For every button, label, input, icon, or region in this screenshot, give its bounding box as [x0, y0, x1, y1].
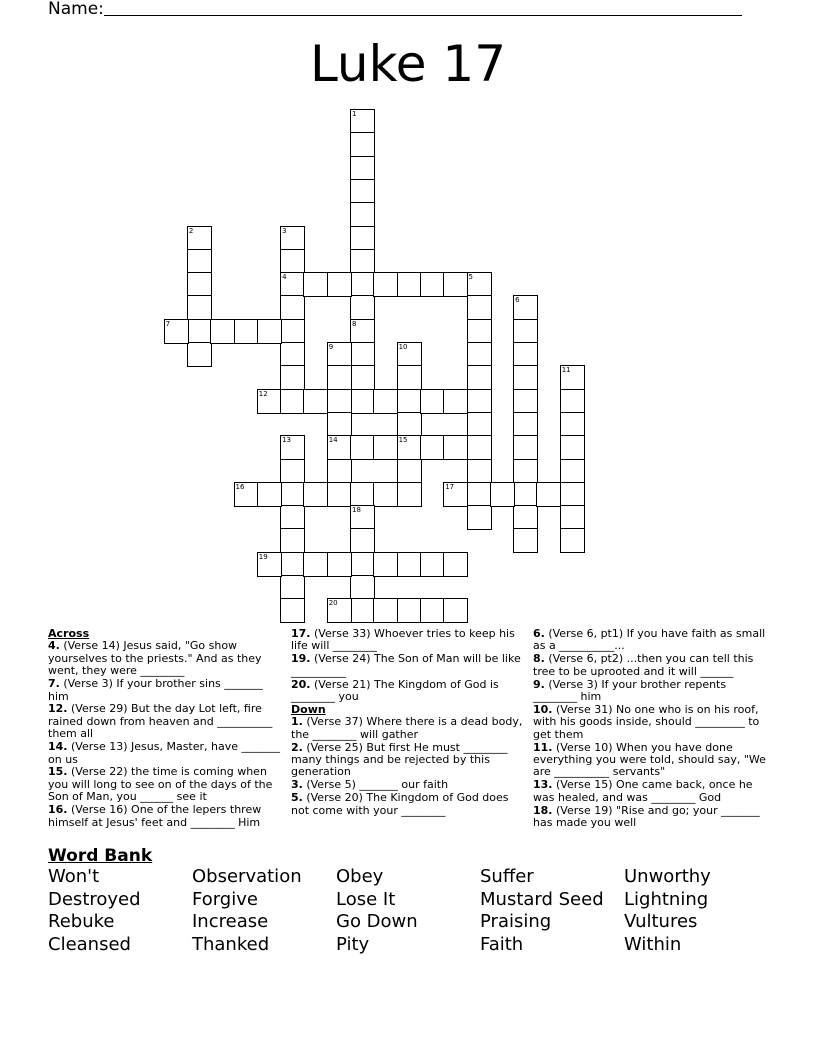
grid-cell[interactable] — [560, 365, 585, 390]
word-bank-word: Won't — [48, 866, 100, 887]
clue-section-header: Across — [48, 627, 90, 640]
clues-column-2 — [291, 628, 527, 818]
clue-text: (Verse 31) No one who is on his roof, with his goods inside, should _________ to get them — [533, 702, 760, 741]
clue-number: 13. — [533, 778, 553, 792]
grid-cell[interactable] — [280, 365, 305, 390]
grid-cell[interactable] — [350, 482, 375, 507]
grid-cell[interactable] — [280, 435, 305, 460]
grid-cell[interactable] — [560, 528, 585, 553]
clue-number: 19. — [291, 652, 311, 666]
clue — [291, 742, 527, 779]
clue — [533, 653, 769, 678]
word-bank-word: Suffer — [480, 866, 534, 887]
clue-number: 19 — [258, 552, 268, 561]
grid-cell[interactable] — [350, 342, 375, 367]
grid-cell[interactable] — [350, 319, 375, 344]
word-bank-word: Lose It — [336, 888, 396, 910]
grid-cell[interactable] — [257, 482, 282, 507]
grid-cell[interactable] — [327, 459, 352, 484]
grid-cell[interactable] — [327, 598, 352, 623]
clue-text: (Verse 19) "Rise and go; your _______ has made you well — [533, 803, 760, 830]
word-bank-word: Vultures — [624, 911, 698, 933]
clue — [533, 805, 769, 830]
clue-number: 13 — [282, 436, 292, 445]
grid-cell[interactable] — [350, 365, 375, 390]
clue-text: (Verse 16) One of the lepers threw himself at Jesus' feet and ________ Him — [48, 803, 262, 829]
clue-number: 9 — [328, 343, 334, 351]
clue-number: 3. — [291, 778, 303, 792]
clue-number: 20 — [328, 599, 338, 608]
grid-cell[interactable] — [443, 389, 468, 414]
grid-cell[interactable] — [280, 319, 305, 344]
clue — [533, 679, 769, 704]
clue — [291, 779, 527, 791]
grid-cell[interactable] — [467, 412, 492, 437]
grid-cell[interactable] — [467, 459, 492, 484]
clue-number: 11 — [561, 366, 571, 375]
grid-cell[interactable] — [373, 482, 398, 507]
word-bank-word: Obey — [336, 866, 384, 887]
clue-text: (Verse 25) But first He must ________ many things and be rejected by this generation — [291, 740, 508, 779]
clue-number: 5. — [291, 791, 303, 805]
grid-cell[interactable] — [513, 365, 538, 390]
clue-number: 14. — [48, 740, 68, 754]
clue-number: 7. — [48, 677, 60, 691]
clue — [48, 804, 284, 829]
clue-number: 15. — [48, 765, 68, 779]
grid-cell[interactable] — [350, 202, 375, 227]
grid-cell[interactable] — [513, 505, 538, 530]
clue-number: 1 — [352, 110, 357, 118]
grid-cell[interactable] — [280, 272, 305, 297]
grid-cell[interactable] — [327, 342, 352, 367]
grid-cell[interactable] — [513, 319, 538, 344]
clue-number: 8 — [352, 319, 357, 328]
grid-cell[interactable] — [327, 482, 352, 507]
grid-cell[interactable] — [350, 179, 375, 204]
grid-cell[interactable] — [187, 226, 212, 251]
word-bank — [48, 866, 768, 956]
grid-cell[interactable] — [303, 272, 328, 297]
grid-cell[interactable] — [280, 598, 305, 623]
grid-cell[interactable] — [397, 598, 422, 623]
grid-cell[interactable] — [350, 389, 375, 414]
clue — [291, 628, 527, 653]
clue — [48, 640, 284, 677]
grid-cell[interactable] — [350, 132, 375, 157]
clue-number: 4 — [282, 273, 287, 282]
grid-cell[interactable] — [373, 272, 398, 297]
grid-cell[interactable] — [397, 342, 422, 367]
grid-cell[interactable] — [467, 389, 492, 414]
grid-cell[interactable] — [257, 319, 282, 344]
clue-number: 10. — [533, 702, 553, 716]
clue — [533, 742, 769, 779]
grid-cell[interactable] — [280, 575, 305, 600]
word-bank-word: Praising — [480, 911, 552, 933]
grid-cell[interactable] — [280, 295, 305, 320]
grid-cell[interactable] — [490, 482, 515, 507]
grid-cell[interactable] — [397, 365, 422, 390]
grid-cell[interactable] — [443, 552, 468, 577]
clue — [48, 703, 284, 740]
grid-cell[interactable] — [560, 505, 585, 530]
clue-text: (Verse 20) The Kingdom of God does not come with your ________ — [291, 791, 509, 817]
clue-text: (Verse 3) If your brother sins _______ him — [48, 677, 263, 703]
grid-cell[interactable] — [350, 598, 375, 623]
grid-cell[interactable] — [257, 389, 282, 414]
clue-number: 4. — [48, 639, 60, 653]
grid-cell[interactable] — [513, 389, 538, 414]
grid-cell[interactable] — [187, 319, 212, 344]
grid-cell[interactable] — [280, 459, 305, 484]
grid-cell[interactable] — [397, 482, 422, 507]
grid-cell[interactable] — [397, 435, 422, 460]
grid-cell[interactable] — [443, 598, 468, 623]
grid-cell[interactable] — [280, 226, 305, 251]
clue-number: 17 — [445, 482, 455, 491]
clue-text: (Verse 24) The Son of Man will be like __________ — [291, 652, 521, 678]
clue-number: 1. — [291, 715, 303, 729]
clue-number: 20. — [291, 677, 311, 691]
word-bank-word: Increase — [192, 911, 269, 933]
grid-cell[interactable] — [280, 249, 305, 274]
grid-cell[interactable] — [373, 435, 398, 460]
word-bank-word: Thanked — [192, 933, 270, 955]
word-bank-title: Word Bank — [48, 846, 153, 866]
word-bank-word: Unworthy — [624, 866, 711, 887]
word-bank-word: Pity — [336, 933, 370, 955]
grid-cell[interactable] — [373, 552, 398, 577]
clue — [48, 678, 284, 703]
grid-cell[interactable] — [187, 249, 212, 274]
clue-number: 12. — [48, 702, 68, 716]
word-bank-word: Forgive — [192, 888, 258, 910]
clue-number: 11. — [533, 740, 553, 754]
clue — [533, 779, 769, 804]
grid-cell[interactable] — [350, 249, 375, 274]
clue — [291, 716, 527, 741]
clues-column-3 — [533, 628, 769, 830]
grid-cell[interactable] — [397, 389, 422, 414]
grid-cell[interactable] — [467, 365, 492, 390]
grid-cell[interactable] — [303, 482, 328, 507]
grid-cell[interactable] — [234, 319, 259, 344]
clue-number: 12 — [258, 389, 268, 398]
grid-cell[interactable] — [327, 552, 352, 577]
grid-cell[interactable] — [350, 272, 375, 297]
grid-cell[interactable] — [467, 505, 492, 530]
clue-number: 6. — [533, 627, 545, 640]
grid-cell[interactable] — [280, 342, 305, 367]
grid-cell[interactable] — [327, 365, 352, 390]
grid-cell[interactable] — [560, 389, 585, 414]
grid-cell[interactable] — [397, 552, 422, 577]
clue-number: 6 — [515, 296, 520, 305]
grid-cell[interactable] — [467, 342, 492, 367]
word-bank-word: Go Down — [336, 911, 418, 933]
clue-text: (Verse 14) Jesus said, "Go show yourselves to the priests." And as they went, they were ________ — [48, 639, 262, 678]
grid-cell[interactable] — [560, 435, 585, 460]
grid-cell[interactable] — [327, 412, 352, 437]
clue-text: (Verse 10) When you have done everything you were told, should say, "We are __________ servants" — [533, 740, 766, 779]
grid-cell[interactable] — [303, 389, 328, 414]
grid-cell[interactable] — [280, 552, 305, 577]
clue-number: 10 — [398, 343, 408, 351]
grid-cell[interactable] — [420, 552, 445, 577]
clue-text: (Verse 37) Where there is a dead body, the ________ will gather — [291, 715, 523, 741]
grid-cell[interactable] — [513, 459, 538, 484]
grid-cell[interactable] — [536, 482, 561, 507]
grid-cell[interactable] — [467, 482, 492, 507]
word-bank-word: Destroyed — [48, 888, 141, 910]
clue-text: (Verse 22) the time is coming when you will long to see on of the days of the Son of Man, you ______ see it — [48, 765, 273, 804]
clue-number: 2. — [291, 740, 303, 754]
word-bank-word: Lightning — [624, 888, 709, 910]
grid-cell[interactable] — [513, 435, 538, 460]
clue-number: 18 — [352, 506, 361, 515]
grid-cell[interactable] — [350, 295, 375, 320]
clue-number: 3 — [282, 226, 287, 235]
grid-cell[interactable] — [350, 575, 375, 600]
clue-number: 2 — [188, 226, 194, 235]
grid-cell[interactable] — [373, 389, 398, 414]
clue-text: (Verse 21) The Kingdom of God is ________ you — [291, 677, 499, 704]
word-bank-word: Mustard Seed — [480, 888, 604, 910]
grid-cell[interactable] — [350, 226, 375, 251]
grid-cell[interactable] — [234, 482, 259, 507]
clue-text: (Verse 33) Whoever tries to keep his life will ________ — [291, 627, 515, 653]
clue-section-header: Down — [291, 702, 326, 716]
name-label: Name: — [48, 0, 104, 19]
clues-column-1 — [48, 628, 284, 830]
grid-cell[interactable] — [397, 272, 422, 297]
clue-text: (Verse 13) Jesus, Master, have _______ on us — [48, 740, 281, 766]
grid-cell[interactable] — [397, 412, 422, 437]
grid-cell[interactable] — [513, 528, 538, 553]
clue-number: 17. — [291, 627, 311, 640]
grid-cell[interactable] — [327, 435, 352, 460]
grid-cell[interactable] — [560, 482, 585, 507]
clue-text: (Verse 5) _______ our faith — [302, 778, 449, 792]
clue — [48, 766, 284, 803]
clue-number: 8. — [533, 652, 545, 666]
grid-cell[interactable] — [280, 528, 305, 553]
grid-cell[interactable] — [467, 319, 492, 344]
word-bank-word: Faith — [480, 933, 524, 955]
grid-cell[interactable] — [420, 435, 445, 460]
grid-cell[interactable] — [350, 435, 375, 460]
grid-cell[interactable] — [443, 272, 468, 297]
page-title: Luke 17 — [309, 35, 507, 93]
clue — [48, 741, 284, 766]
word-bank-word: Rebuke — [48, 911, 115, 933]
grid-cell[interactable] — [164, 319, 189, 344]
grid-cell[interactable] — [420, 598, 445, 623]
clue-number: 15 — [398, 436, 408, 445]
clue-number: 9. — [533, 677, 545, 691]
grid-cell[interactable] — [467, 435, 492, 460]
clue-number: 14 — [328, 436, 338, 445]
grid-cell[interactable] — [373, 598, 398, 623]
grid-cell[interactable] — [443, 482, 468, 507]
clue-number: 5 — [468, 273, 473, 282]
clue — [291, 679, 527, 704]
clue-text: (Verse 6, pt1) If you have faith as small as a __________... — [533, 627, 766, 653]
clue — [533, 628, 769, 653]
grid-cell[interactable] — [280, 389, 305, 414]
grid-cell[interactable] — [467, 272, 492, 297]
grid-cell[interactable] — [210, 319, 235, 344]
grid-cell[interactable] — [187, 295, 212, 320]
grid-cell[interactable] — [560, 412, 585, 437]
clue — [291, 792, 527, 817]
grid-cell[interactable] — [350, 552, 375, 577]
grid-cell[interactable] — [397, 459, 422, 484]
word-bank-word: Observation — [192, 866, 302, 887]
clue — [291, 653, 527, 678]
grid-cell[interactable] — [513, 482, 538, 507]
clue-text: (Verse 15) One came back, once he was healed, and was ________ God — [533, 778, 753, 804]
clue-text: (Verse 3) If your brother repents ________ him — [533, 677, 727, 704]
grid-cell[interactable] — [350, 156, 375, 181]
grid-cell[interactable] — [280, 505, 305, 530]
grid-cell[interactable] — [420, 272, 445, 297]
grid-cell[interactable] — [420, 389, 445, 414]
word-bank-word: Within — [624, 933, 682, 955]
grid-cell[interactable] — [187, 272, 212, 297]
grid-cell[interactable] — [327, 272, 352, 297]
grid-cell[interactable] — [467, 295, 492, 320]
clue-number: 16 — [235, 482, 245, 491]
grid-cell[interactable] — [513, 295, 538, 320]
grid-cell[interactable] — [350, 109, 375, 134]
grid-cell[interactable] — [513, 412, 538, 437]
clue-text: (Verse 29) But the day Lot left, fire rained down from heaven and __________ them all — [48, 702, 273, 741]
clue-number: 7 — [165, 319, 171, 328]
grid-cell[interactable] — [257, 552, 282, 577]
clue-number: 18. — [533, 803, 553, 817]
grid-cell[interactable] — [187, 342, 212, 367]
grid-cell[interactable] — [350, 505, 375, 530]
grid-cell[interactable] — [513, 342, 538, 367]
word-bank-word: Cleansed — [48, 933, 131, 955]
grid-cell[interactable] — [303, 552, 328, 577]
grid-cell[interactable] — [327, 389, 352, 414]
grid-cell[interactable] — [443, 435, 468, 460]
grid-cell[interactable] — [560, 459, 585, 484]
clue — [533, 704, 769, 741]
clue-text: (Verse 6, pt2) ...then you can tell this tree to be uprooted and it will ______ — [533, 652, 754, 678]
grid-cell[interactable] — [280, 482, 305, 507]
grid-cell[interactable] — [350, 528, 375, 553]
clue-number: 16. — [48, 803, 68, 817]
